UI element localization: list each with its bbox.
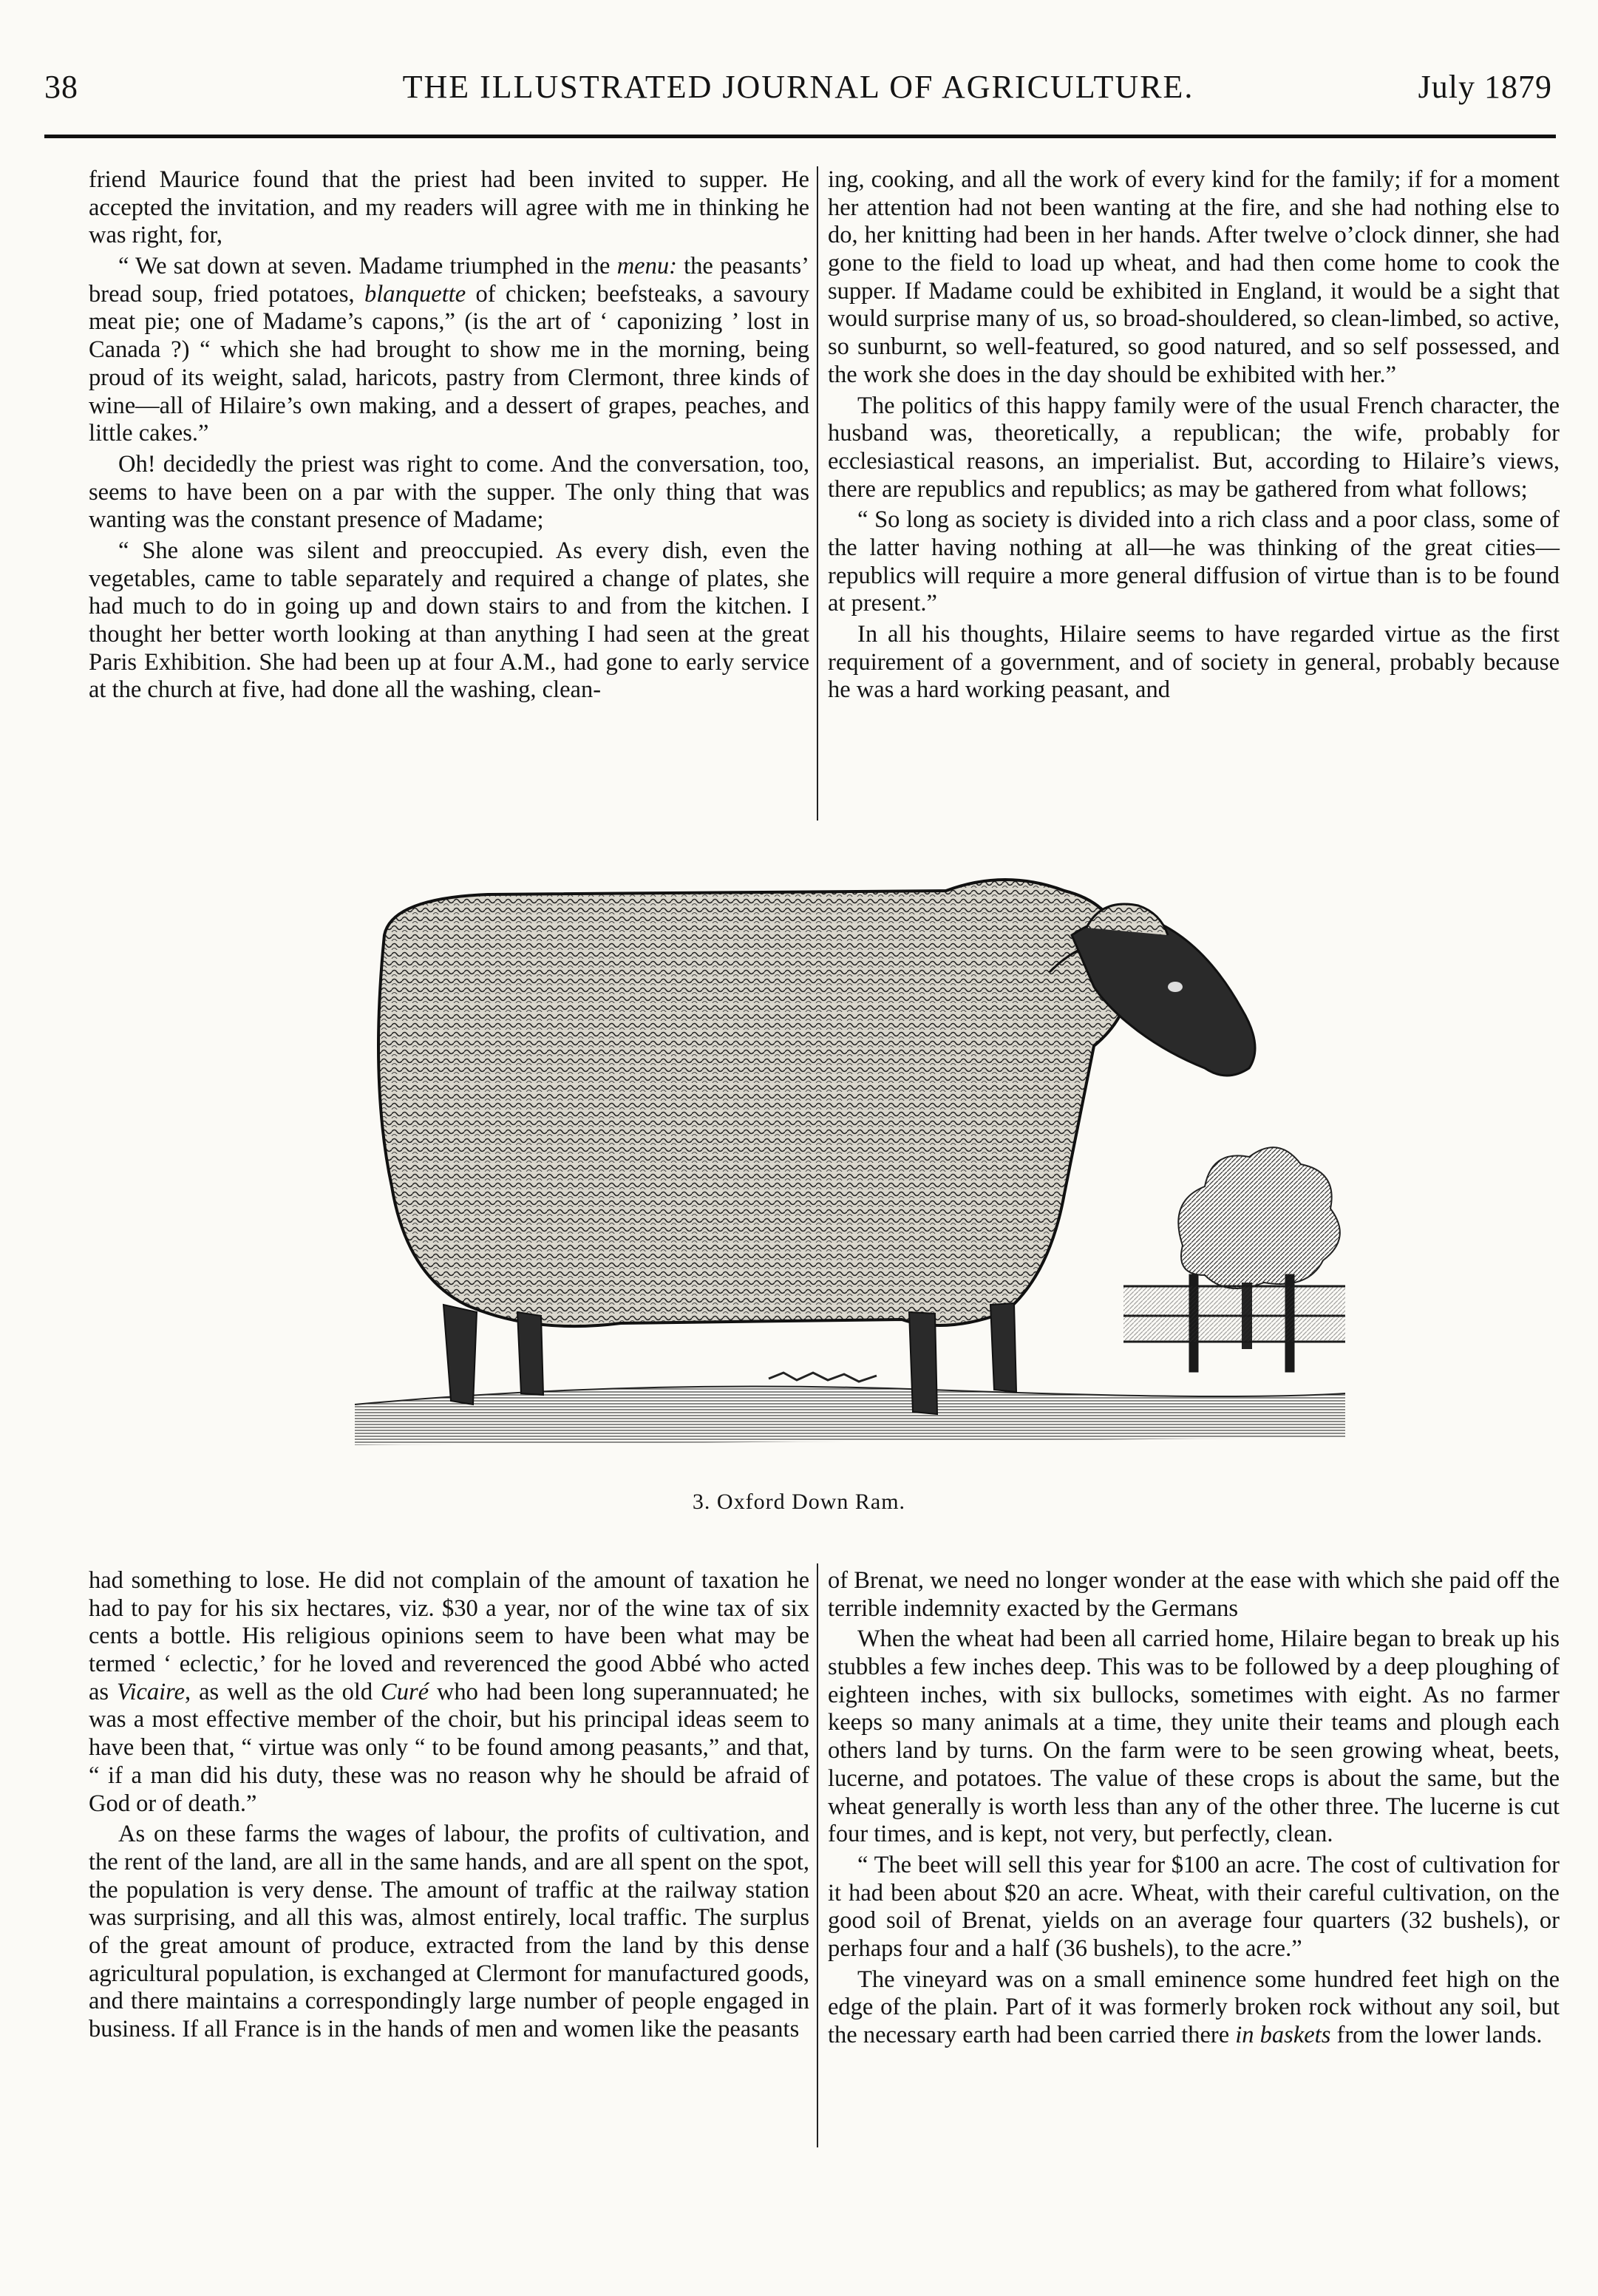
journal-title: THE ILLUSTRATED JOURNAL OF AGRICULTURE. <box>402 69 1194 105</box>
column-bottom-left <box>89 1567 809 2047</box>
text-run: , as well as the old <box>185 1678 381 1705</box>
paragraph: “ She alone was silent and preoccupied. As every dish, even the vegetables, came to table separately and required a change of plates, she had much to do in going up and down stairs to and from the kitchen. I thought her better worth looking at than anything I had seen at the great Paris Exhibition. She had been up at four A.M., had gone to early service at the church at five, had done all the washing, clean- <box>89 537 809 704</box>
paragraph: In all his thoughts, Hilaire seems to have regarded virtue as the first requirement of a government, and of society in general, probably because he was a hard working peasant, and <box>828 621 1560 704</box>
column-top-left <box>89 166 809 707</box>
column-top-right <box>828 166 1560 707</box>
italic-term: in baskets <box>1235 2022 1331 2048</box>
text-run: The vineyard was on a small eminence some hundred feet high on the edge of the plain. Part of it was formerly broken rock without any soil, but the necessary earth had been carried there <box>828 1966 1560 2048</box>
italic-term: blanquette <box>364 280 466 308</box>
italic-term: Vicaire <box>117 1678 186 1705</box>
text-run: the peasants’ bread soup, fried potatoes, <box>89 253 809 308</box>
text-run: who had been long superannuated; he was a most effective member of the choir, but his principal ideas seem to have been that, “ virtue was only “ to be found among peasants,” and that, “ if a man did his duty, these was no reason why he should be afraid of God or of death.” <box>89 1678 809 1817</box>
column-divider <box>817 166 818 821</box>
text-run: of chicken; beefsteaks, a savoury meat pie; one of Madame’s capons,” (is the art of ‘ caponizing ’ lost in Canada ?) “ which she had brought to show me in the morning, being proud of its weight, salad, haricots, pastry from Clermont, three kinds of wine—all of Hilaire’s own making, and a dessert of grapes, peaches, and little cakes.” <box>89 280 810 447</box>
text-run: “ We sat down at seven. Madame triumphed in the <box>118 253 617 280</box>
text-run: from the lower lands. <box>1330 2022 1543 2048</box>
running-header <box>44 68 1552 120</box>
paragraph: ing, cooking, and all the work of every kind for the family; if for a moment her attention had not been wanting at the fire, and she had nothing else to do, her knitting had been in her hands. After twelve o’clock dinner, she had gone to the field to load up wheat, and had then come home to cook the supper. If Madame could be exhibited in England, it would be a sight that would surprise many of us, so broad-shouldered, so clean-limbed, so active, so sunburnt, so well-featured, so good natured, and so self possessed, and the work she does in the day should be exhibited with her.” <box>828 166 1560 388</box>
paragraph: friend Maurice found that the priest had been invited to supper. He accepted the invitation, and my readers will agree with me in thinking he was right, for, <box>89 166 809 249</box>
italic-term: Curé <box>381 1678 429 1705</box>
paragraph: of Brenat, we need no longer wonder at the ease with which she paid off the terrible indemnity exacted by the Germans <box>828 1567 1560 1622</box>
issue-date: July 1879 <box>1418 69 1552 105</box>
page-number: 38 <box>44 69 78 105</box>
paragraph: “ The beet will sell this year for $100 an acre. The cost of cultivation for it had been about $20 an acre. Wheat, with their careful cultivation, on the good soil of Brenat, yields on an average four quarters (32 bushels), or perhaps four and a half (36 bushels), to the acre.” <box>828 1851 1560 1962</box>
fence-illustration <box>1123 1275 1345 1371</box>
paragraph: When the wheat had been all carried home, Hilaire began to break up his stubbles a few inches deep. This was to be followed by a deep ploughing of eighteen inches, with six bullocks, sometimes with eight. As no farmer keeps so many animals at a time, they unite their teams and plough each others land by turns. On the farm were to be seen growing wheat, beets, lucerne, and potatoes. The value of these crops is about the same, but the wheat generally is worth less than any of the other three. The lucerne is cut four times, and is kept, not very, but perfectly, clean. <box>828 1626 1560 1848</box>
header-rule <box>44 135 1556 138</box>
text-run: had something to lose. He did not complain of the amount of taxation he had to pay for his six hectares, viz. $30 a year, nor of the wine tax of six cents a bottle. His religious opinions seem to have been what may be termed ‘ eclectic,’ for he loved and reverenced the good Abbé who acted as <box>89 1567 809 1705</box>
paragraph: The politics of this happy family were of the usual French character, the husband was, theoretically, a republican; the wife, probably for ecclesiastical reasons, an imperialist. But, according to Hilaire’s views, there are republics and republics; as may be gathered from what follows; <box>828 392 1560 503</box>
paragraph <box>89 1567 809 1818</box>
paragraph: “ So long as society is divided into a rich class and a poor class, some of the latter having nothing at all—he was thinking of the great cities—republics will require a more general diffusion of virtue than is to be found at present.” <box>828 506 1560 617</box>
column-divider <box>817 1563 818 2147</box>
paragraph: Oh! decidedly the priest was right to come. And the conversation, too, seems to have been on a par with the supper. The only thing that was wanting was the constant presence of Madame; <box>89 450 809 534</box>
paragraph <box>828 1966 1560 2050</box>
ground-illustration <box>355 1373 1345 1445</box>
oxford-down-ram-engraving <box>340 861 1360 1475</box>
italic-term: menu: <box>616 253 677 280</box>
column-bottom-right <box>828 1567 1560 2053</box>
figure-caption: 3. Oxford Down Ram. <box>692 1490 906 1514</box>
paragraph: As on these farms the wages of labour, the profits of cultivation, and the rent of the land, are all in the same hands, and are all spent on the spot, the population is very dense. The amount of traffic at the railway station was surprising, and all this was, almost entirely, local traffic. The surplus of the great amount of produce, extracted from the land by this dense agricultural population, is exchanged at Clermont for manufactured goods, and there maintains a correspondingly large number of people engaged in business. If all France is in the hands of men and women like the peasants <box>89 1821 809 2042</box>
paragraph <box>89 253 809 448</box>
